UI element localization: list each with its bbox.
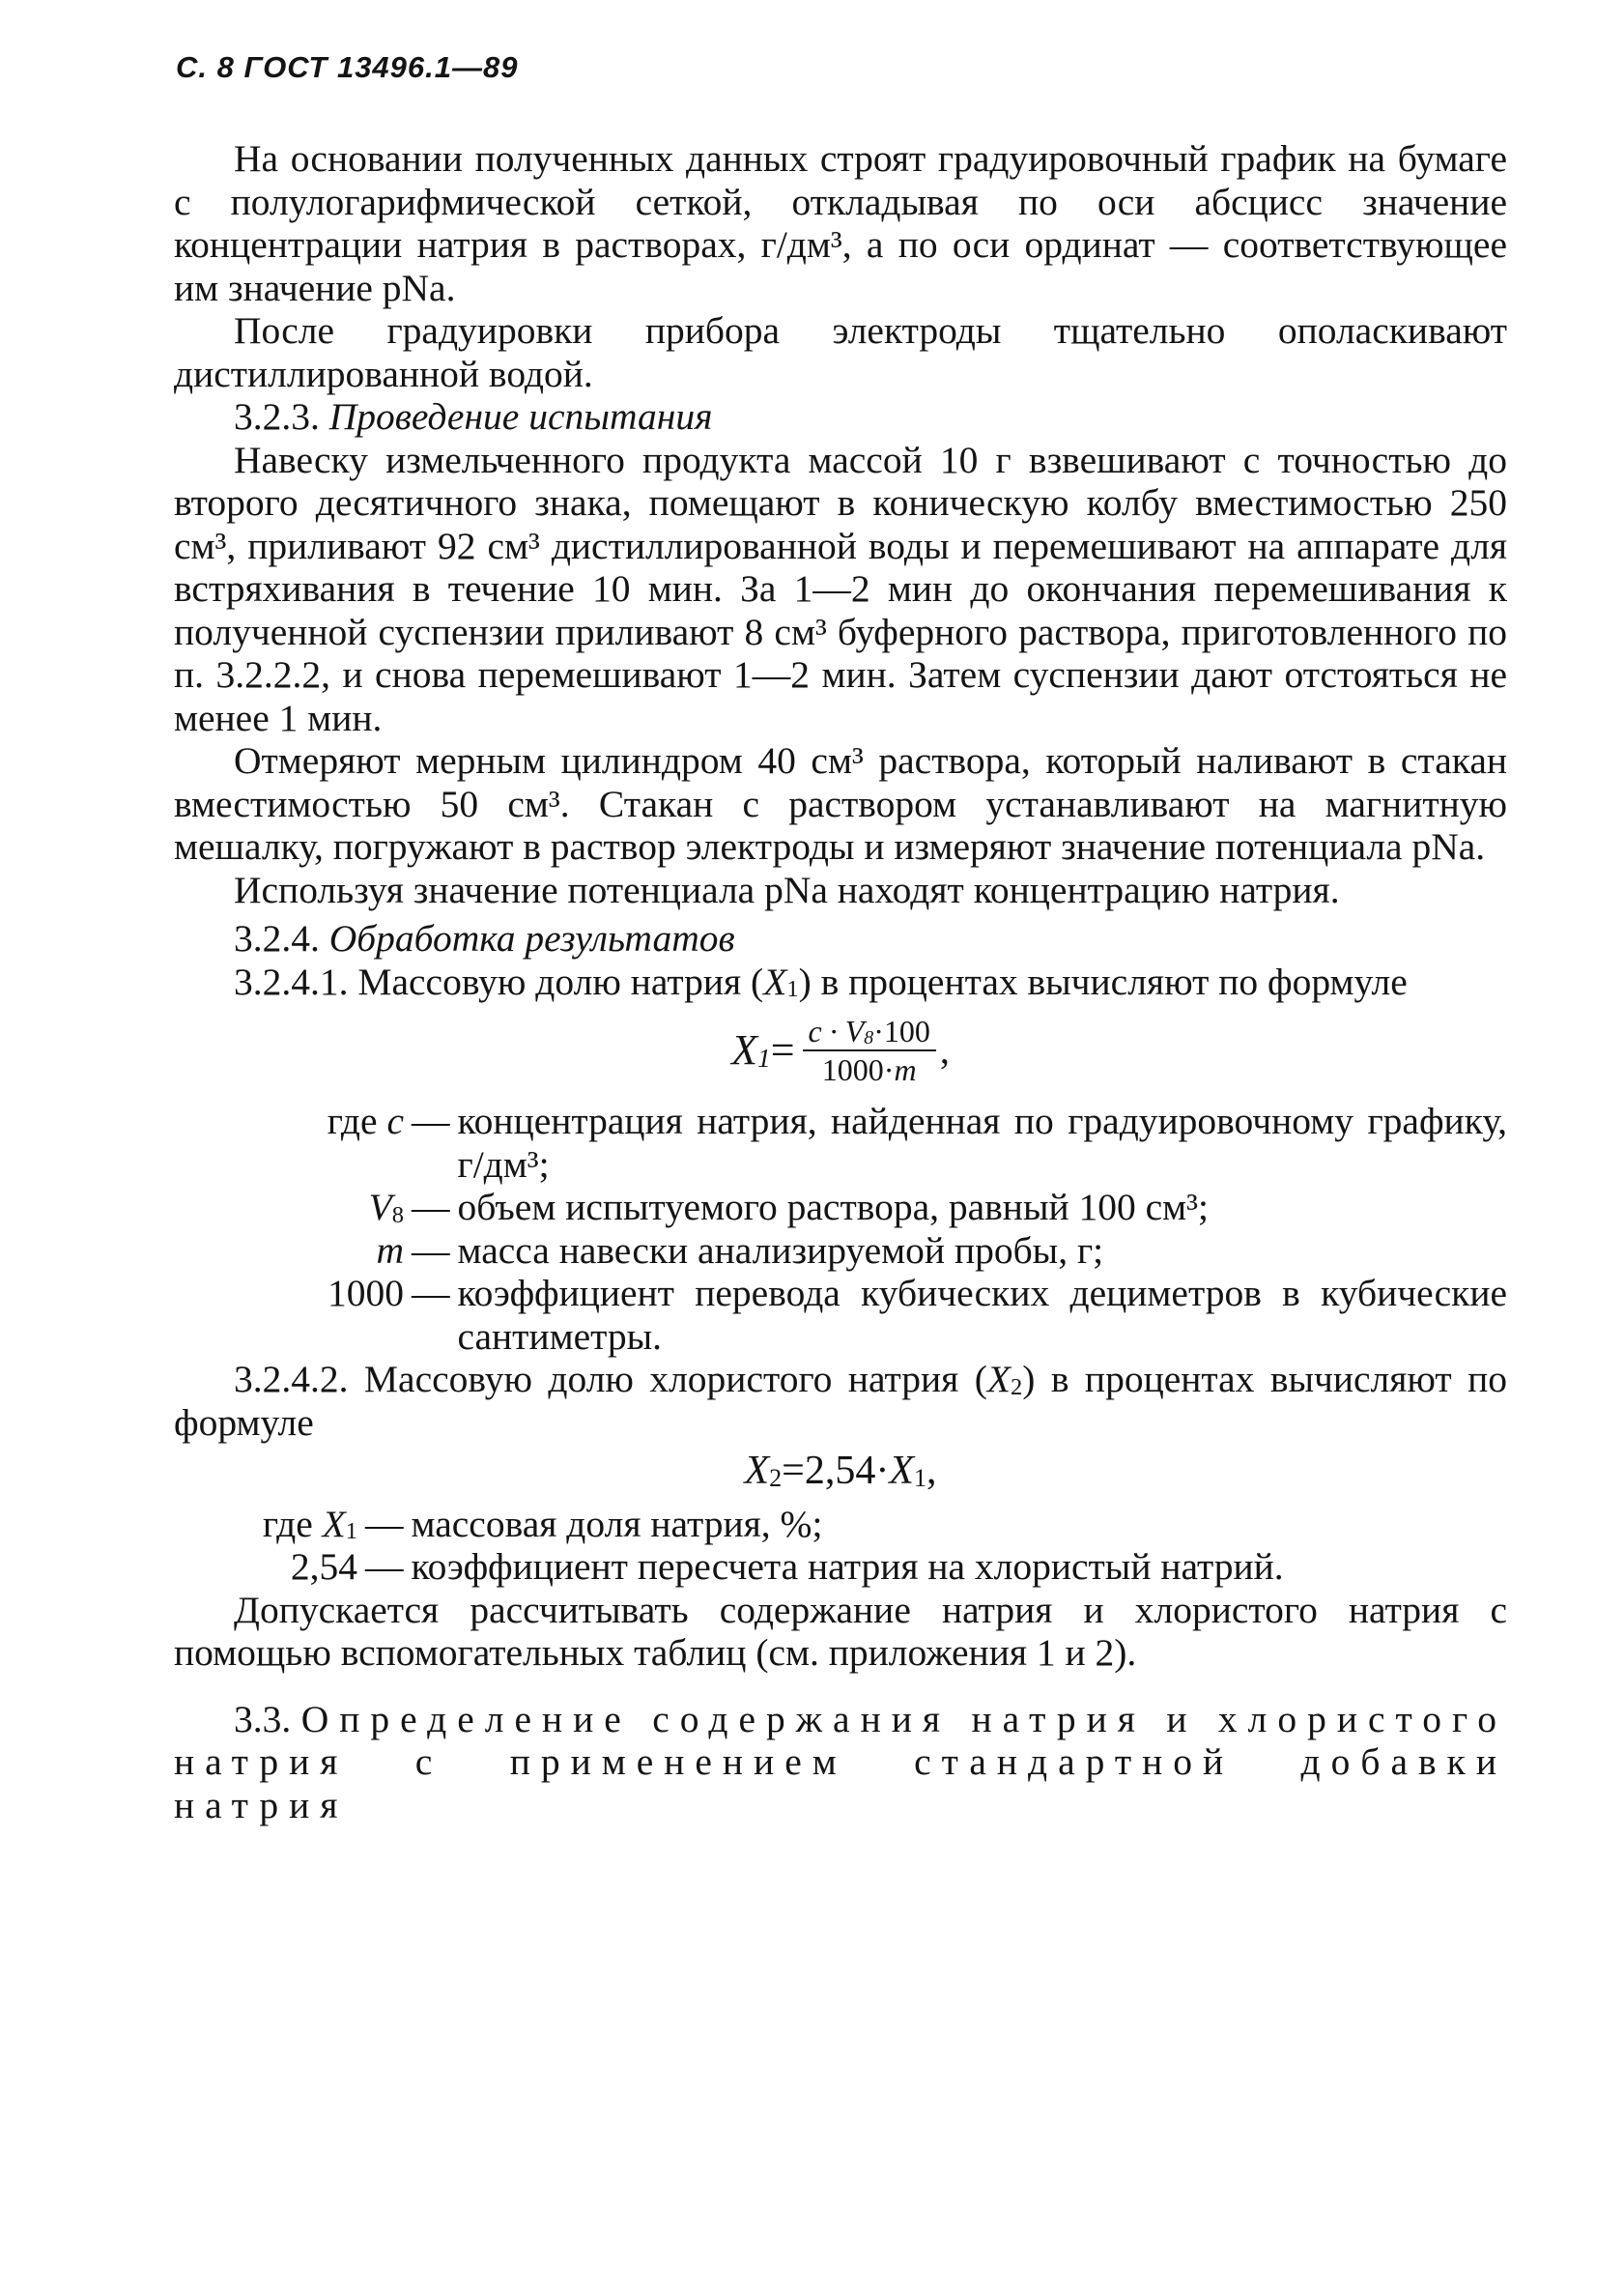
page-header: С. 8 ГОСТ 13496.1—89 [176,50,519,84]
denominator: 1000·m [821,1052,917,1087]
definition-row: где $X_1$ — массовая доля натрия, %; [262,1502,823,1545]
formula-x2: $X_2=2,54\cdot X_1$, [744,1449,937,1493]
definition-row: где c — концентрация натрия, найденная по градуировочному графику, г/дм³; [327,1100,1507,1186]
paragraph-graph: На основании полученных данных строят градуировочный график на бумаге с полулогарифмической сеткой, откладывая по оси абсцисс значение концентрации натрия в растворах, г/дм³, а по оси ординат — соответствующее им значение pNa. [174,137,1507,309]
formula-x1-definitions [174,1100,1507,1358]
definition-row: 2,54 — коэффициент пересчета натрия на хлористый натрий. [290,1545,1284,1588]
fraction [803,1013,936,1088]
paragraph-sample: Навеску измельченного продукта массой 10 г взвешивают с точностью до второго десятичного знака, помещают в коническую колбу вместимостью 250 см³, приливают 92 см³ дистиллированной воды и перемешивают на аппарате для встряхивания в течение 10 мин. За 1—2 мин до окончания перемешивания к полученной суспензии приливают 8 см³ буферного раствора, приготовленного по п. 3.2.2.2, и снова перемешивают 1—2 мин. Затем суспензии дают отстояться не менее 1 мин. [174,438,1507,739]
paragraph-3-2-4-1: 3.2.4.1. Массовую долю натрия $(X_1)$ в процентах вычисляют по формуле [234,960,1408,1003]
section-3-2-4-heading [174,917,1507,961]
section-title: Обработка результатов [328,917,735,960]
paragraph-concentration: Используя значение потенциала pNa находят концентрацию натрия. [234,868,1340,911]
section-number: 3.2.4. [234,917,320,960]
section-3-3-heading [174,1698,1507,1827]
formula-x2-definitions [174,1503,1507,1589]
definition-row: m — масса навески анализируемой пробы, г; [376,1228,1104,1272]
section-number: 3.3. [234,1697,292,1740]
section-title: Проведение испытания [328,395,713,438]
definition-row: 1000 — коэффициент перевода кубических дециметров в кубические сантиметры. [328,1272,1507,1358]
numerator: $c \cdot V_8\cdot 100$ [803,1013,936,1051]
section-title: Определение содержания натрия и хлористого натрия с применением стандартной добавки натрия [174,1697,1507,1826]
paragraph-measure: Отмеряют мерным цилиндром 40 см³ раствора, который наливают в стакан вместимостью 50 см³. Стакан с раствором устанавливают на магнитную мешалку, погружают в раствор электроды и измеряют значение потенциала pNa. [174,739,1507,868]
page-body [174,137,1507,1826]
definition-row: $V_8$ — объем испытуемого раствора, равный 100 см³; [368,1186,1209,1228]
section-3-2-3-heading [174,395,1507,439]
section-number: 3.2.3. [234,395,320,438]
paragraph-3-2-4-2: 3.2.4.2. Массовую долю хлористого натрия $(X_2)$ в процентах вычисляют по формуле [174,1358,1507,1444]
formula-x1: $X_1=$ $\frac{c \cdot V_8\cdot 100}{1000\cdot m}$ , [731,1014,950,1087]
paragraph-rinse: После градуировки прибора электроды тщательно ополаскивают дистиллированной водой. [174,309,1507,395]
paragraph-tables: Допускается рассчитывать содержание натрия и хлористого натрия с помощью вспомогательных таблиц (см. приложения 1 и 2). [174,1588,1507,1674]
